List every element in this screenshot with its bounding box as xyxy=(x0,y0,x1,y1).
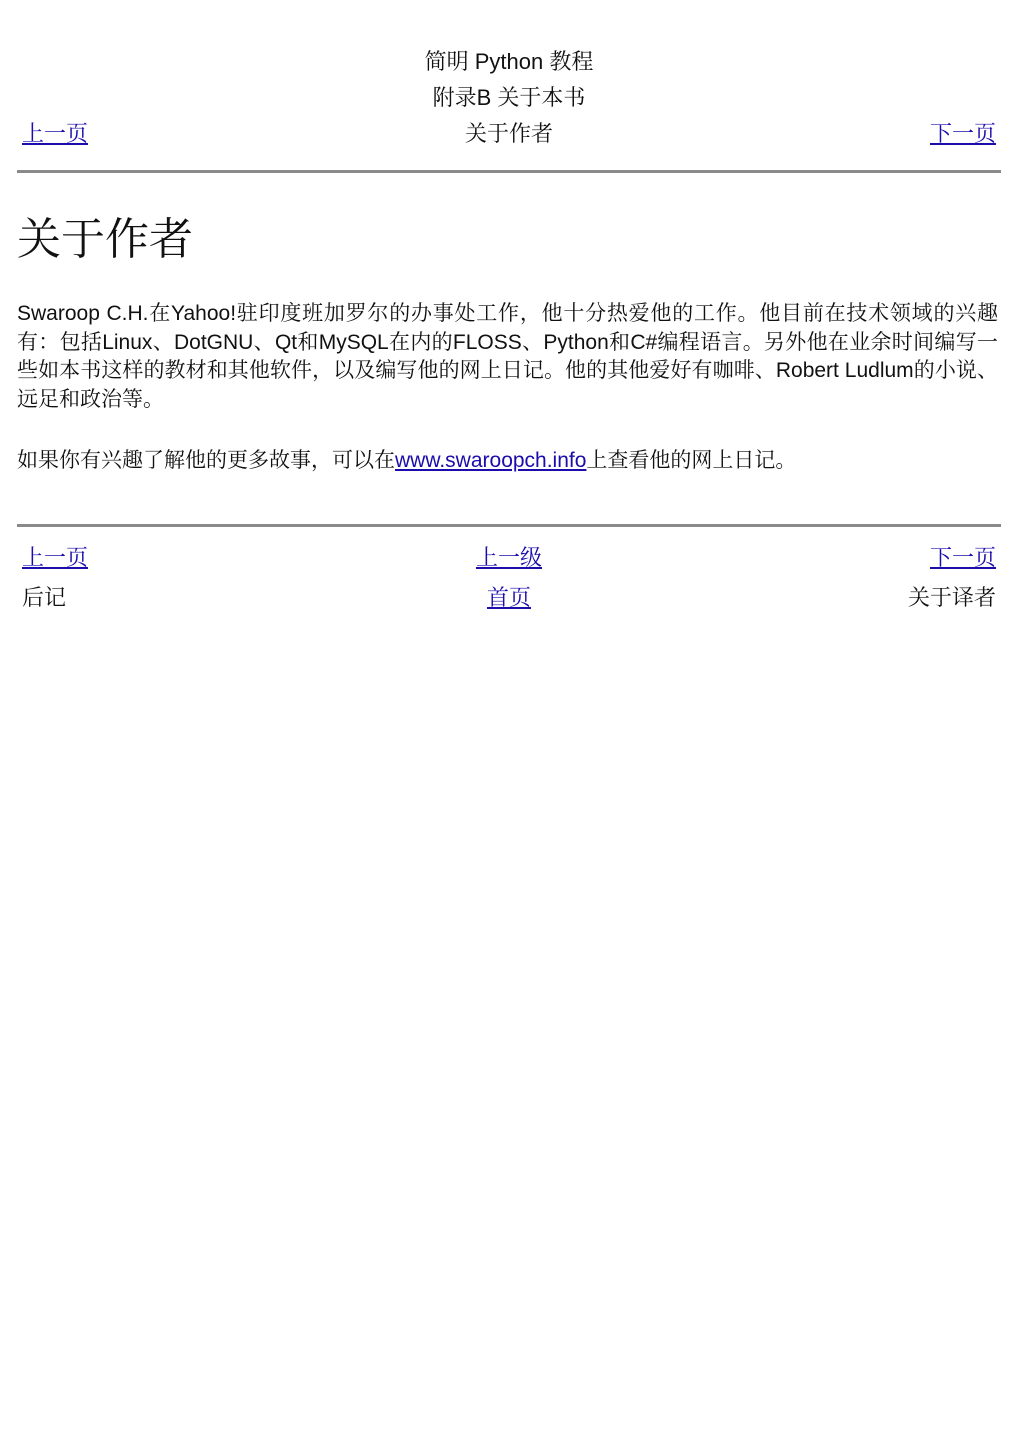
home-link[interactable]: 首页 xyxy=(486,585,531,610)
section-title: 关于作者 xyxy=(464,121,553,146)
book-title-row xyxy=(18,44,1000,80)
blog-link[interactable]: www.swaroopch.info xyxy=(395,449,587,472)
section-nav-row xyxy=(18,116,1000,152)
prev-page-title: 后记 xyxy=(22,585,67,610)
blog-text-after: 上查看他的网上日记。 xyxy=(586,449,797,472)
prev-page-link[interactable]: 上一页 xyxy=(22,121,89,146)
top-navigation xyxy=(18,44,1000,152)
next-page-link[interactable]: 下一页 xyxy=(929,121,996,146)
bottom-divider xyxy=(17,524,1001,527)
author-bio-paragraph: Swaroop C.H.在Yahoo!驻印度班加罗尔的办事处工作，他十分热爱他的工作。他目前在技术领域的兴趣有：包括Linux、DotGNU、Qt和MySQL在内的FLOSS、Python和C#编程语言。另外他在业余时间编写一些如本书这样的教材和其他软件，以及编写他的网上日记。他的其他爱好有咖啡、Robert Ludlum的小说、远足和政治等。 xyxy=(17,302,998,411)
up-level-cell xyxy=(18,540,1000,576)
top-divider xyxy=(17,170,1001,173)
chapter-title: 附录B 关于本书 xyxy=(432,85,586,110)
home-cell xyxy=(18,580,1000,616)
bottom-navigation xyxy=(18,540,1000,620)
bottom-prev-page-link[interactable]: 上一页 xyxy=(22,545,89,570)
up-level-link[interactable]: 上一级 xyxy=(475,545,542,570)
next-page-title: 关于译者 xyxy=(907,585,996,610)
bottom-next-page-link[interactable]: 下一页 xyxy=(929,545,996,570)
bottom-nav-titles-row xyxy=(18,580,1000,620)
blog-text-before: 如果你有兴趣了解他的更多故事，可以在 xyxy=(17,449,395,472)
bottom-nav-links-row xyxy=(18,540,1000,580)
book-title: 简明 Python 教程 xyxy=(424,49,594,74)
page-heading: 关于作者 xyxy=(17,215,193,264)
blog-paragraph xyxy=(17,447,998,476)
chapter-title-row xyxy=(18,80,1000,116)
